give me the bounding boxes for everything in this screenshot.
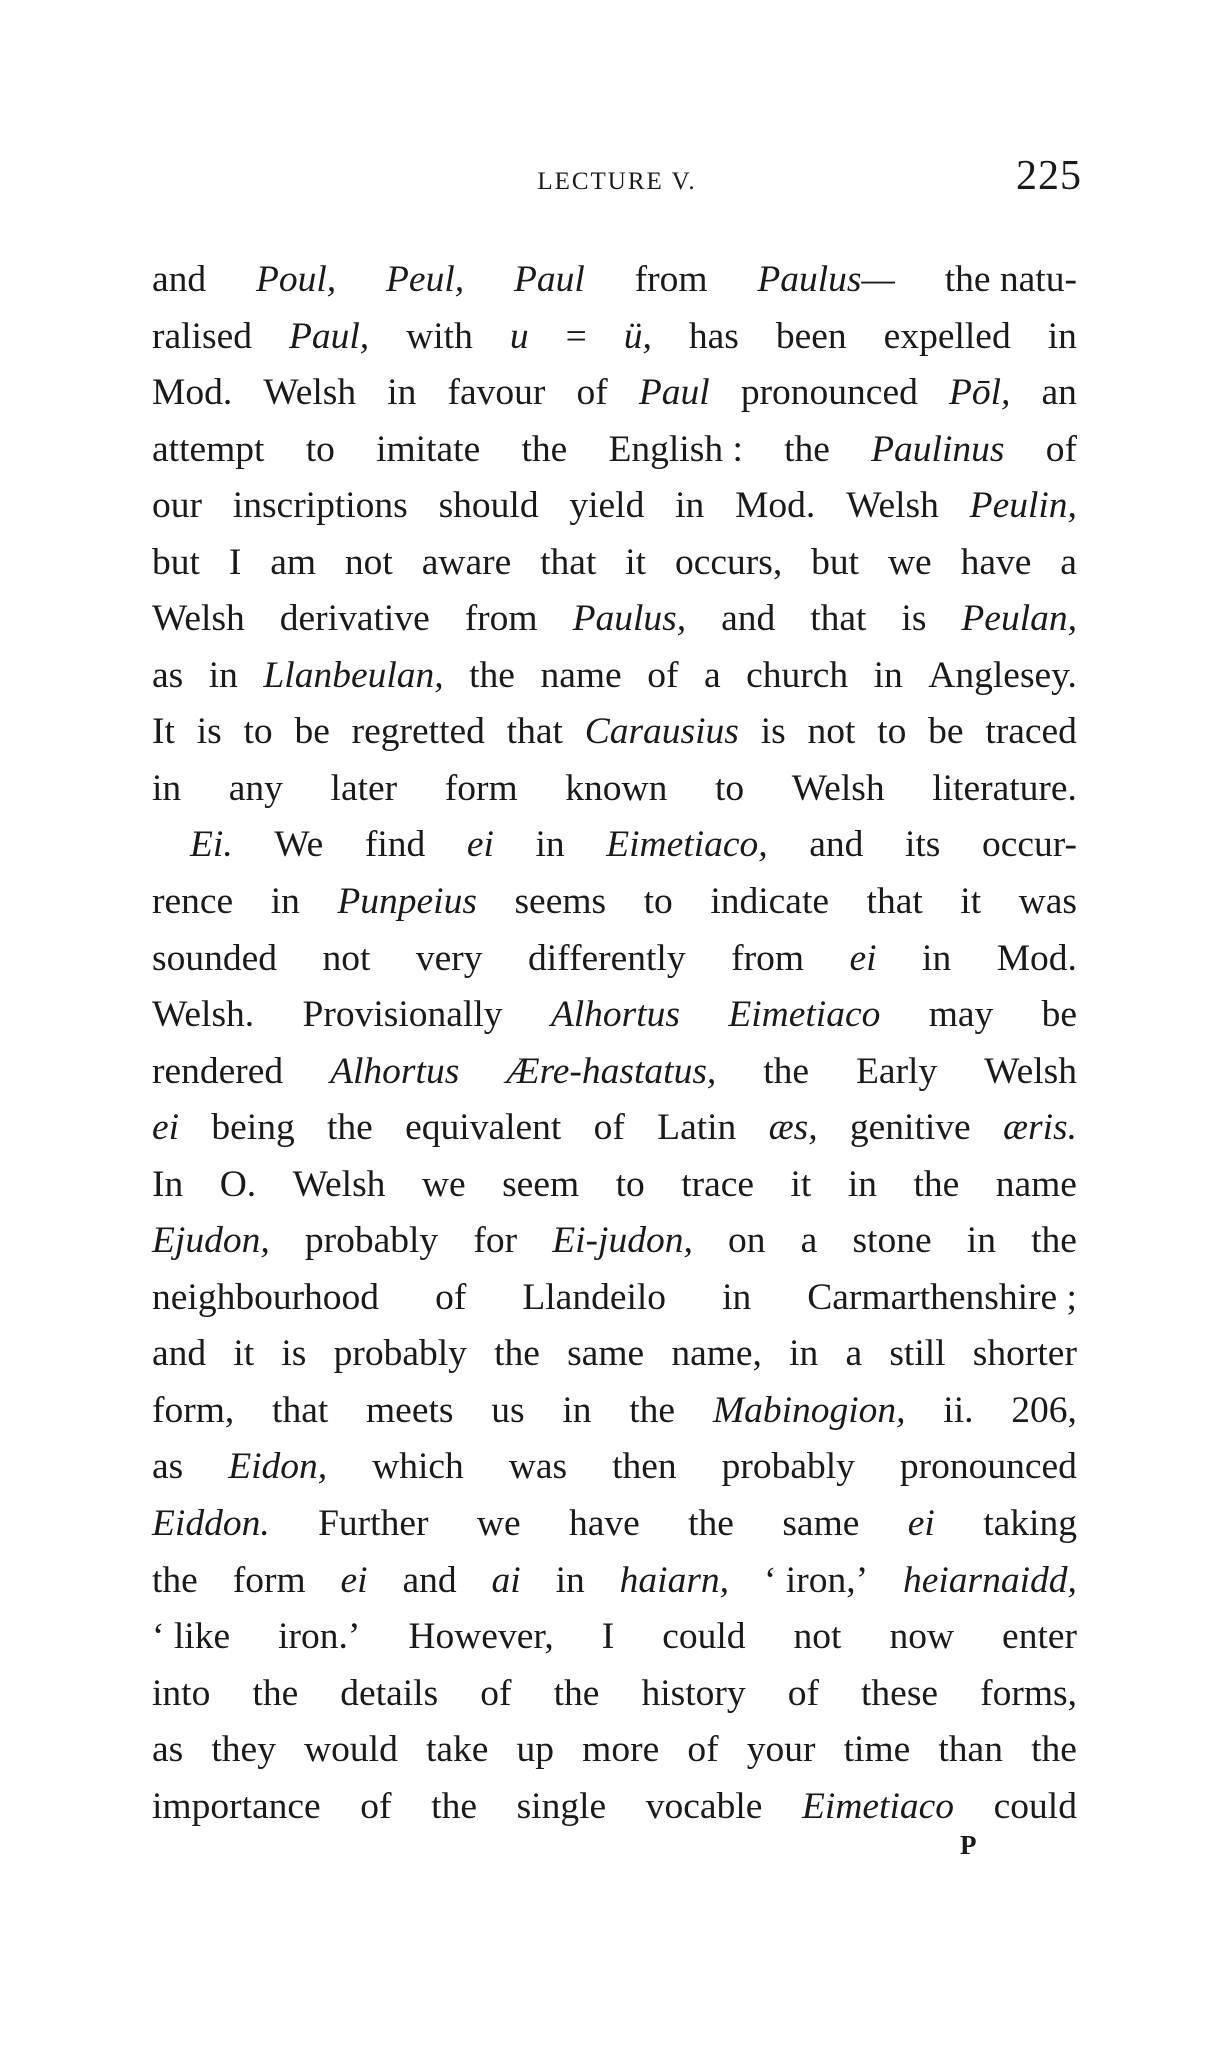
word: we [887, 541, 932, 583]
word: is [281, 1333, 307, 1375]
word: O. [219, 1163, 257, 1205]
word: vocable [645, 1785, 763, 1827]
word: = [565, 315, 587, 357]
text-line [152, 365, 1077, 422]
word: Paulus— [757, 259, 895, 300]
word: to [877, 711, 907, 753]
word: our [152, 485, 202, 527]
word: into [152, 1672, 211, 1714]
word: Paulinus [871, 428, 1005, 470]
word: in [555, 1559, 585, 1601]
word: traced [985, 711, 1077, 753]
word: as [152, 654, 184, 696]
word: Alhortus [550, 994, 681, 1036]
word: in [966, 1220, 996, 1262]
word: not [322, 937, 371, 979]
word: known [565, 767, 668, 809]
word: ei [849, 937, 877, 979]
text-line [152, 874, 1077, 931]
word: form [444, 767, 518, 809]
word: of [576, 372, 608, 414]
word: was [508, 1446, 568, 1488]
word: and [809, 824, 864, 866]
word: but [811, 541, 860, 583]
word: seem [502, 1163, 580, 1205]
word: derivative [279, 598, 430, 640]
word: Mod. [996, 937, 1077, 979]
word: your [746, 1729, 816, 1771]
word: enter [1002, 1616, 1077, 1658]
word: seems [514, 881, 607, 923]
word: take [425, 1729, 489, 1771]
text-line [152, 1553, 1077, 1610]
text-line [152, 1779, 1077, 1836]
word: be [294, 711, 330, 753]
word: Provisionally [302, 994, 503, 1036]
word: Welsh [263, 372, 357, 414]
word: of [1045, 428, 1077, 470]
word: as [152, 1446, 184, 1488]
word: name [995, 1163, 1077, 1205]
word: Peul, [386, 259, 465, 300]
word: to [715, 767, 745, 809]
text-line [152, 1609, 1077, 1666]
word: the [913, 1163, 960, 1205]
word: it [625, 541, 647, 583]
word: details [340, 1672, 439, 1714]
text-line [152, 591, 1077, 648]
word: that [272, 1389, 329, 1431]
word: on [727, 1220, 766, 1262]
text-line [152, 1326, 1077, 1383]
text-line [152, 422, 1077, 479]
word: probably [721, 1446, 855, 1488]
word: of [687, 1729, 719, 1771]
word: Mod. [152, 372, 233, 414]
word: stone [852, 1220, 932, 1262]
word: that [866, 881, 923, 923]
word: imitate [376, 428, 481, 470]
word: any [228, 767, 283, 809]
word: not [793, 1616, 842, 1658]
text-line [152, 1496, 1077, 1553]
word: a [703, 654, 721, 696]
word: should [438, 485, 539, 527]
word: taking [983, 1503, 1077, 1545]
word: Pōl, [948, 372, 1011, 414]
word: rence [152, 881, 234, 923]
text-line [152, 535, 1077, 592]
word: these [861, 1672, 939, 1714]
text-line [152, 1157, 1077, 1214]
word: find [364, 824, 426, 866]
word: Anglesey. [928, 654, 1077, 696]
word: same [782, 1503, 860, 1545]
word: as [152, 1729, 184, 1771]
word: time [843, 1729, 911, 1771]
word: which [372, 1446, 464, 1488]
word: 206, [1011, 1389, 1077, 1431]
word: still [889, 1333, 946, 1375]
word: Paul [638, 372, 710, 414]
word: Eidon, [228, 1446, 328, 1488]
word: in [208, 654, 238, 696]
word: the [521, 428, 568, 470]
word: Paul, [288, 315, 370, 357]
word: ii. [943, 1389, 974, 1431]
word: but [152, 541, 200, 583]
text-line [152, 1270, 1077, 1327]
word: ei [466, 824, 494, 866]
word: is [196, 711, 222, 753]
word: English : [608, 428, 743, 470]
word: then [612, 1446, 677, 1488]
word: Peulin, [969, 485, 1077, 527]
word: Carausius [584, 711, 739, 753]
word: rendered [152, 1050, 284, 1092]
word: same [567, 1333, 645, 1375]
word: ai [491, 1559, 521, 1601]
word: Punpeius [337, 881, 477, 923]
word: history [641, 1672, 746, 1714]
word: been [775, 315, 847, 357]
word: trace [681, 1163, 755, 1205]
text-line [152, 478, 1077, 535]
word: to [243, 711, 273, 753]
word: in [922, 937, 952, 979]
word: In [152, 1163, 184, 1205]
word: of [787, 1672, 819, 1714]
word: a [800, 1220, 818, 1262]
word: from [634, 259, 708, 300]
word: the [252, 1672, 299, 1714]
word: in [789, 1333, 819, 1375]
word: and [152, 259, 207, 300]
word: could [993, 1785, 1077, 1827]
text-line [152, 1213, 1077, 1270]
text-line [152, 648, 1077, 705]
word: occurs, [675, 541, 783, 583]
word: æs, [768, 1107, 818, 1149]
word: than [938, 1729, 1003, 1771]
word: We [274, 824, 324, 866]
word: could [662, 1616, 746, 1658]
word: am [270, 541, 317, 583]
word: of [647, 654, 679, 696]
word: the natu- [944, 259, 1077, 300]
word: However, [408, 1616, 554, 1658]
word: was [1018, 881, 1077, 923]
word: to [615, 1163, 645, 1205]
word: the [629, 1389, 676, 1431]
word: very [415, 937, 483, 979]
word: to [305, 428, 335, 470]
word: Mabinogion, [712, 1389, 906, 1431]
word: Welsh [292, 1163, 386, 1205]
word: has [688, 315, 739, 357]
text-line [152, 704, 1077, 761]
word: in [675, 485, 705, 527]
word: Eimetiaco, [606, 824, 768, 866]
word: later [330, 767, 398, 809]
word: yield [569, 485, 645, 527]
word: in [847, 1163, 877, 1205]
word: ralised [152, 315, 252, 357]
word: ei [152, 1107, 180, 1149]
word: Further [318, 1503, 429, 1545]
word: Welsh. [152, 994, 255, 1036]
word: of [435, 1276, 467, 1318]
word: Paulus, [572, 598, 687, 640]
word: Poul, [255, 259, 337, 300]
word: the [784, 428, 830, 470]
word: being [211, 1107, 295, 1149]
text-line [152, 1100, 1077, 1157]
word: Ei. [190, 824, 233, 866]
word: of [593, 1107, 625, 1149]
word: ü, [623, 315, 652, 357]
word: a [1060, 541, 1077, 583]
word: name, [671, 1333, 762, 1375]
word: sounded [152, 937, 277, 979]
word: that [506, 711, 563, 753]
word: Llandeilo [522, 1276, 667, 1318]
word: Eiddon. [152, 1503, 270, 1545]
word: expelled [883, 315, 1011, 357]
word: in [270, 881, 300, 923]
word: Ære-hastatus, [506, 1050, 717, 1092]
word: form [232, 1559, 306, 1601]
word: differently [528, 937, 686, 979]
word: that [810, 598, 867, 640]
word: aware [421, 541, 512, 583]
word: heiarnaidd, [902, 1559, 1077, 1601]
word: the [1031, 1729, 1077, 1771]
word: Latin [657, 1107, 737, 1149]
word: ei [907, 1503, 935, 1545]
word: be [1041, 994, 1077, 1036]
word: we [476, 1503, 521, 1545]
word: the [431, 1785, 477, 1827]
text-line [152, 1044, 1077, 1101]
word: genitive [849, 1107, 971, 1149]
word: in [152, 767, 182, 809]
word: ei [340, 1559, 368, 1601]
word: shorter [972, 1333, 1077, 1375]
word: probably [304, 1220, 439, 1262]
word: us [491, 1389, 525, 1431]
word: the [494, 1333, 540, 1375]
word: Paul [513, 259, 585, 300]
page-number: 225 [1016, 153, 1082, 199]
word: in [535, 824, 565, 866]
word: an [1041, 372, 1077, 414]
word: to [643, 881, 673, 923]
word: is [901, 598, 927, 640]
word: Ejudon, [152, 1220, 270, 1262]
word: I [228, 541, 242, 583]
text-line [152, 1666, 1077, 1723]
word: form, [152, 1389, 235, 1431]
text-line [152, 761, 1077, 818]
word: now [889, 1616, 955, 1658]
word: Alhortus [330, 1050, 460, 1092]
text-line [152, 1383, 1077, 1440]
word: ‘ like [152, 1616, 231, 1658]
word: church [746, 654, 849, 696]
word: Peulan, [961, 598, 1077, 640]
word: single [516, 1785, 607, 1827]
word: up [516, 1729, 555, 1771]
signature-mark: P [960, 1830, 977, 1860]
word: have [568, 1503, 640, 1545]
word: the [327, 1107, 373, 1149]
word: Welsh [984, 1050, 1077, 1092]
word: in [1047, 315, 1077, 357]
word: forms, [980, 1672, 1077, 1714]
word: for [473, 1220, 518, 1262]
word: u [509, 315, 529, 357]
word: it [960, 881, 982, 923]
word: indicate [710, 881, 830, 923]
word: of [360, 1785, 392, 1827]
word: not [807, 711, 856, 753]
running-head [152, 150, 1082, 202]
word: be [928, 711, 964, 753]
word: attempt [152, 428, 265, 470]
word: equivalent [405, 1107, 562, 1149]
word: pronounced [899, 1446, 1077, 1488]
word: and [152, 1333, 207, 1375]
word: it [233, 1333, 255, 1375]
word: iron.’ [278, 1616, 361, 1658]
text-line [152, 817, 1077, 874]
text-line [152, 1439, 1077, 1496]
word: Welsh [791, 767, 885, 809]
word: would [304, 1729, 398, 1771]
word: of [480, 1672, 512, 1714]
word: the [553, 1672, 600, 1714]
word: and [721, 598, 776, 640]
word: ‘ iron,’ [763, 1559, 869, 1601]
word: Mod. [735, 485, 816, 527]
word: it [790, 1163, 812, 1205]
word: from [464, 598, 538, 640]
word: importance [152, 1785, 321, 1827]
text-line [152, 1722, 1077, 1779]
word: Ei-judon, [552, 1220, 693, 1262]
word: meets [366, 1389, 454, 1431]
word: have [960, 541, 1032, 583]
text-line [152, 309, 1077, 366]
word: we [421, 1163, 466, 1205]
word: in [387, 372, 417, 414]
word: name [540, 654, 622, 696]
word: æris. [1002, 1107, 1077, 1149]
word: the [688, 1503, 734, 1545]
word: the [152, 1559, 198, 1601]
text-line [152, 987, 1077, 1044]
word: not [344, 541, 393, 583]
word: the [1031, 1220, 1077, 1262]
text-line [152, 931, 1077, 988]
word: the [763, 1050, 810, 1092]
word: is [760, 711, 786, 753]
word: Eimetiaco [802, 1785, 955, 1827]
word: in [722, 1276, 752, 1318]
word: from [731, 937, 804, 979]
word: neighbourhood [152, 1276, 380, 1318]
word: haiarn, [619, 1559, 730, 1601]
word: in [562, 1389, 592, 1431]
word: may [928, 994, 994, 1036]
word: probably [333, 1333, 467, 1375]
word: literature. [932, 767, 1077, 809]
word: the [469, 654, 515, 696]
word: Llanbeulan, [263, 654, 444, 696]
word: favour [447, 372, 546, 414]
word: Carmarthenshire ; [807, 1276, 1077, 1318]
word: Welsh [152, 598, 245, 640]
word: its [904, 824, 941, 866]
word: with [406, 315, 473, 357]
word: they [211, 1729, 276, 1771]
word: pronounced [740, 372, 918, 414]
word: a [845, 1333, 863, 1375]
word: that [540, 541, 597, 583]
word: in [873, 654, 903, 696]
word: inscriptions [232, 485, 408, 527]
word: occur- [981, 824, 1077, 866]
body-text [152, 252, 1077, 1835]
word: Welsh [846, 485, 939, 527]
word: and [402, 1559, 457, 1601]
running-title: LECTURE V. [537, 168, 697, 195]
word: Eimetiaco [728, 994, 881, 1036]
word: I [601, 1616, 615, 1658]
word: more [582, 1729, 660, 1771]
word: regretted [351, 711, 485, 753]
text-line [152, 252, 1077, 309]
word: Early [856, 1050, 938, 1092]
word: It [152, 711, 175, 753]
